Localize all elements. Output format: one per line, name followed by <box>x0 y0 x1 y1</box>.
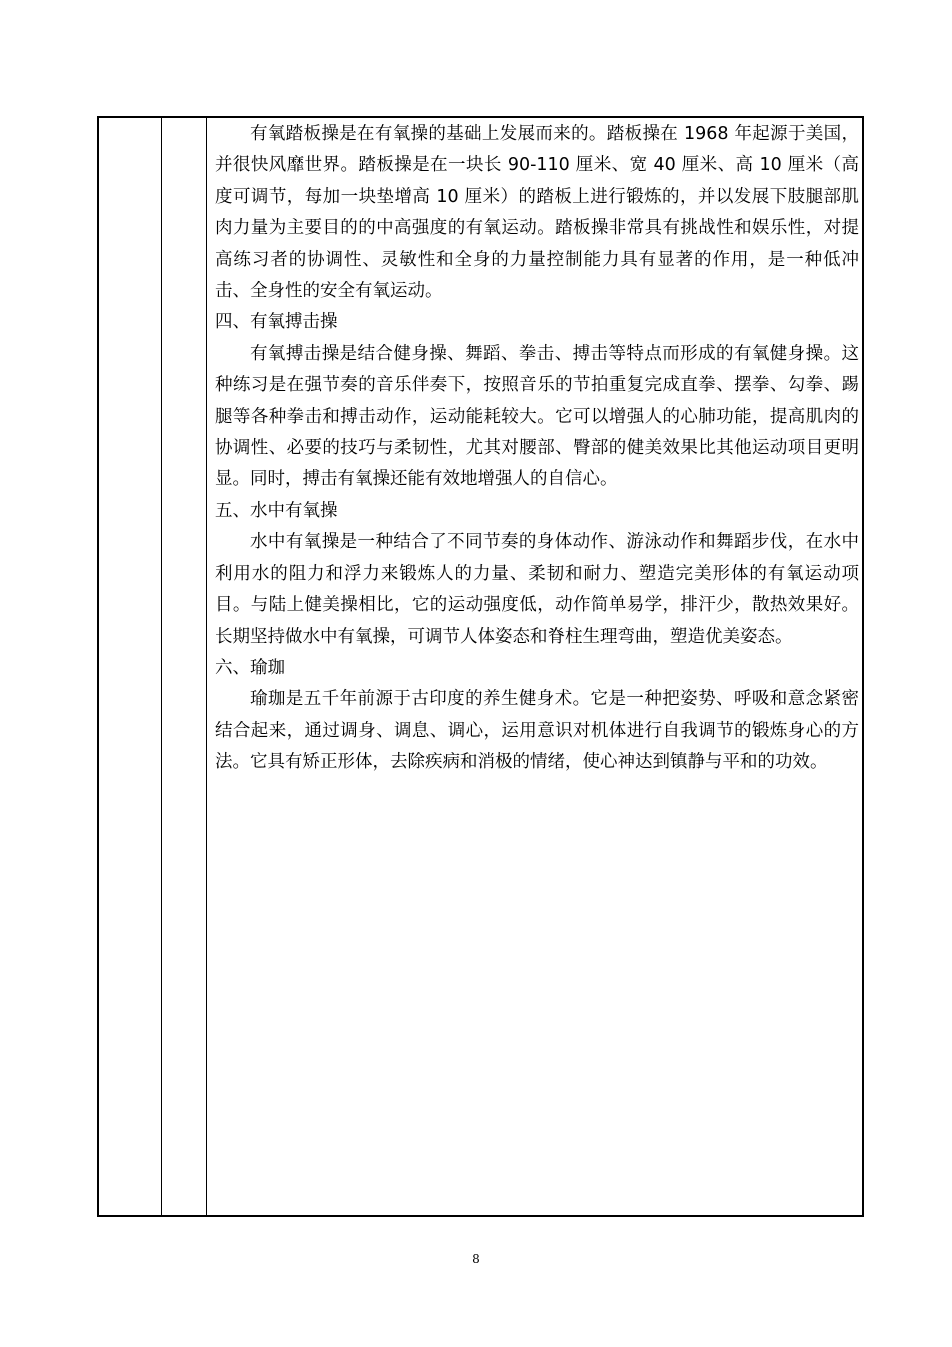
section-heading-water-aerobics: 五、水中有氧操 <box>215 500 338 521</box>
paragraph-water-aerobics: 水中有氧操是一种结合了不同节奏的身体动作、游泳动作和舞蹈步伐，在水中利用水的阻力和浮力来锻炼人的力量、柔韧和耐力、塑造完美形体的有氧运动项目。与陆上健美操相比，它的运动强度低，动作简单易学，排汗少，散热效果好。长期坚持做水中有氧操，可调节人体姿态和脊柱生理弯曲，塑造优美姿态。 <box>215 532 859 647</box>
lesson-table <box>97 116 864 1217</box>
paragraph-yoga: 瑜珈是五千年前源于古印度的养生健身术。它是一种把姿势、呼吸和意念紧密结合起来，通过调身、调息、调心，运用意识对机体进行自我调节的锻炼身心的方法。它具有矫正形体，去除疾病和消极的情绪，使心神达到镇静与平和的功效。 <box>215 689 859 773</box>
page-number: 8 <box>472 1252 480 1266</box>
section-heading-yoga: 六、瑜珈 <box>215 657 285 678</box>
column-divider <box>206 118 207 1215</box>
paragraph-step-aerobics: 有氧踏板操是在有氧操的基础上发展而来的。踏板操在 1968 年起源于美国，并很快风靡世界。踏板操是在一块长 90-110 厘米、宽 40 厘米、高 10 厘米（高度可调节，每加一块垫增高 10 厘米）的踏板上进行锻炼的，并以发展下肢腿部肌肉力量为主要目的的中高强度的有氧运动。踏板操非常具有挑战性和娱乐性，对提高练习者的协调性、灵敏性和全身的力量控制能力具有显著的作用，是一种低冲击、全身性的安全有氧运动。 <box>215 124 859 302</box>
column-divider <box>161 118 162 1215</box>
paragraph-kickboxing: 有氧搏击操是结合健身操、舞蹈、拳击、搏击等特点而形成的有氧健身操。这种练习是在强节奏的音乐伴奏下，按照音乐的节拍重复完成直拳、摆拳、勾拳、踢腿等各种拳击和搏击动作，运动能耗较大。它可以增强人的心肺功能，提高肌肉的协调性、必要的技巧与柔韧性，尤其对腰部、臀部的健美效果比其他运动项目更明显。同时，搏击有氧操还能有效地增强人的自信心。 <box>215 343 859 490</box>
section-heading-kickboxing: 四、有氧搏击操 <box>215 312 338 333</box>
content-cell <box>215 118 859 779</box>
